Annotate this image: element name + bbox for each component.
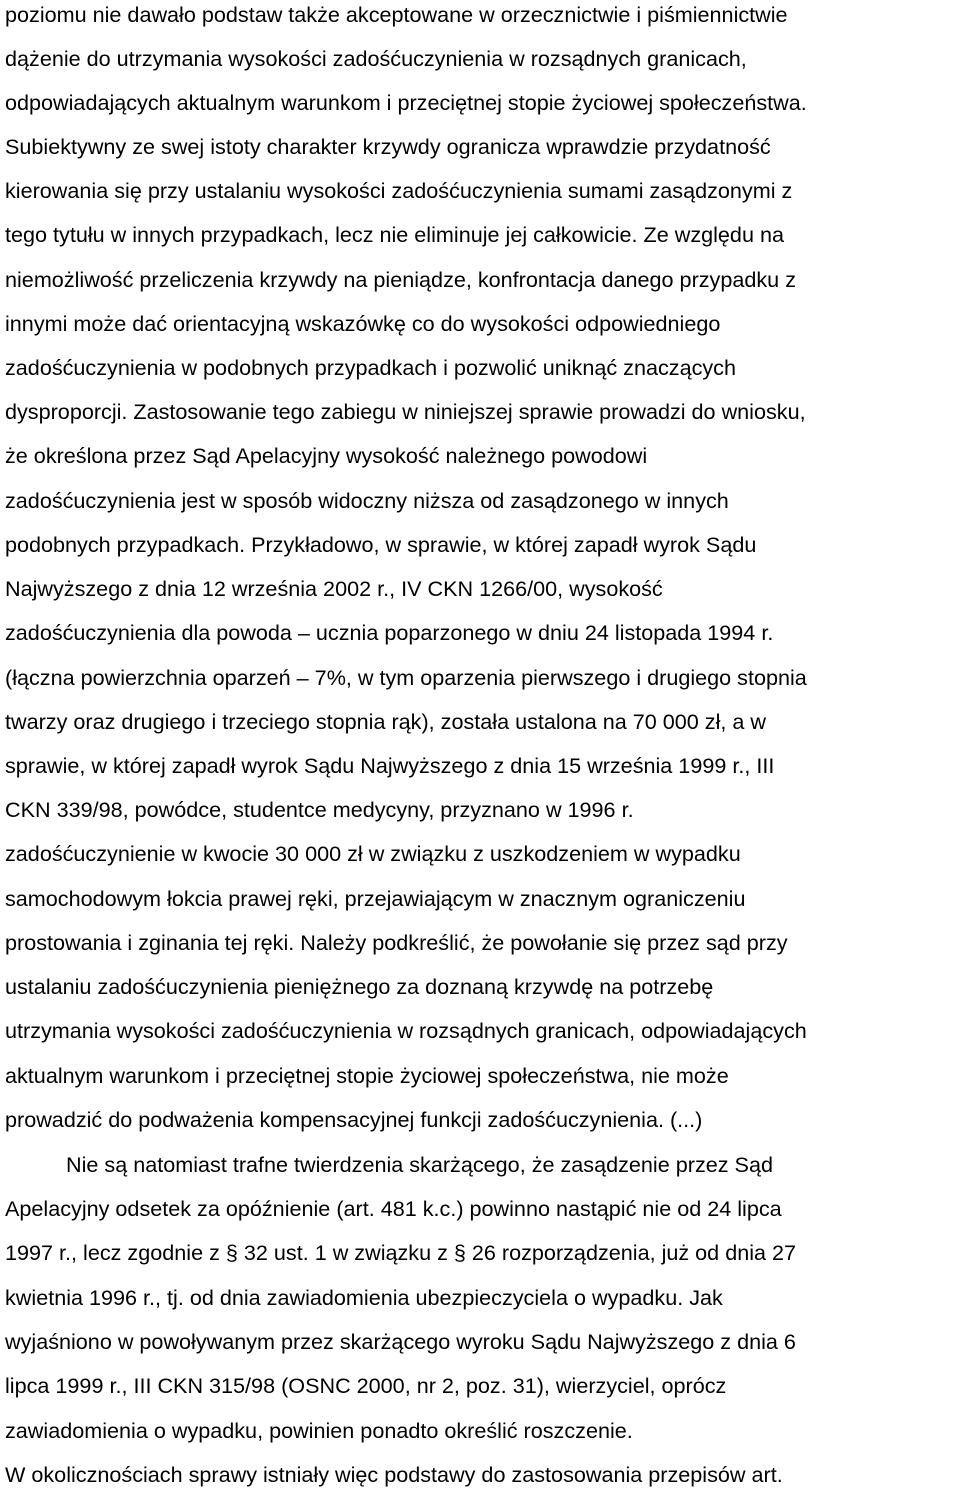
text-line: W okolicznościach sprawy istniały więc podstawy do zastosowania przepisów art. [5,1462,783,1487]
text-line: niemożliwość przeliczenia krzywdy na pieniądze, konfrontacja danego przypadku z [5,267,796,292]
text-line: samochodowym łokcia prawej ręki, przejawiającym w znacznym ograniczeniu [5,886,746,911]
text-line: zadośćuczynienia dla powoda – ucznia poparzonego w dniu 24 listopada 1994 r. [5,620,774,645]
text-line: 1997 r., lecz zgodnie z § 32 ust. 1 w związku z § 26 rozporządzenia, już od dnia 27 [5,1240,797,1265]
text-line: zadośćuczynienia jest w sposób widoczny niższa od zasądzonego w innych [5,488,729,513]
text-line: twarzy oraz drugiego i trzeciego stopnia rąk), została ustalona na 70 000 zł, a w [5,709,766,734]
text-line: (łączna powierzchnia oparzeń – 7%, w tym oparzenia pierwszego i drugiego stopnia [5,665,807,690]
text-line: sprawie, w której zapadł wyrok Sądu Najwyższego z dnia 15 września 1999 r., III [5,753,775,778]
text-line: kwietnia 1996 r., tj. od dnia zawiadomienia ubezpieczyciela o wypadku. Jak [5,1285,723,1310]
text-line: wyjaśniono w powoływanym przez skarżącego wyroku Sądu Najwyższego z dnia 6 [5,1329,796,1354]
text-line: dysproporcji. Zastosowanie tego zabiegu w niniejszej sprawie prowadzi do wniosku, [5,399,806,424]
text-line: tego tytułu w innych przypadkach, lecz nie eliminuje jej całkowicie. Ze względu na [5,222,784,247]
text-line: dążenie do utrzymania wysokości zadośćuczynienia w rozsądnych granicach, [5,46,747,71]
text-line: prostowania i zginania tej ręki. Należy podkreślić, że powołanie się przez sąd przy [5,930,788,955]
text-line: zadośćuczynienia w podobnych przypadkach i pozwolić uniknąć znaczących [5,355,736,380]
text-line: zawiadomienia o wypadku, powinien ponadto określić roszczenie. [5,1418,633,1443]
text-line: poziomu nie dawało podstaw także akceptowane w orzecznictwie i piśmiennictwie [5,2,788,27]
text-line: Nie są natomiast trafne twierdzenia skarżącego, że zasądzenie przez Sąd [66,1152,773,1177]
text-line: odpowiadających aktualnym warunkom i przeciętnej stopie życiowej społeczeństwa. [5,90,807,115]
text-line: zadośćuczynienie w kwocie 30 000 zł w związku z uszkodzeniem w wypadku [5,841,741,866]
text-line: ustalaniu zadośćuczynienia pieniężnego za doznaną krzywdę na potrzebę [5,974,714,999]
text-line: prowadzić do podważenia kompensacyjnej funkcji zadośćuczynienia. (...) [5,1107,703,1132]
text-line: Najwyższego z dnia 12 września 2002 r., IV CKN 1266/00, wysokość [5,576,663,601]
text-line: utrzymania wysokości zadośćuczynienia w rozsądnych granicach, odpowiadających [5,1018,807,1043]
text-line: innymi może dać orientacyjną wskazówkę co do wysokości odpowiedniego [5,311,721,336]
text-line: kierowania się przy ustalaniu wysokości zadośćuczynienia sumami zasądzonymi z [5,178,793,203]
text-line: Apelacyjny odsetek za opóźnienie (art. 481 k.c.) powinno nastąpić nie od 24 lipca [5,1196,782,1221]
text-line: lipca 1999 r., III CKN 315/98 (OSNC 2000, nr 2, poz. 31), wierzyciel, oprócz [5,1373,727,1398]
text-line: aktualnym warunkom i przeciętnej stopie życiowej społeczeństwa, nie może [5,1063,729,1088]
text-line: Subiektywny ze swej istoty charakter krzywdy ogranicza wprawdzie przydatność [5,134,771,159]
text-line: że określona przez Sąd Apelacyjny wysokość należnego powodowi [5,443,648,468]
text-line: CKN 339/98, powódce, studentce medycyny, przyznano w 1996 r. [5,797,634,822]
text-line: podobnych przypadkach. Przykładowo, w sprawie, w której zapadł wyrok Sądu [5,532,757,557]
